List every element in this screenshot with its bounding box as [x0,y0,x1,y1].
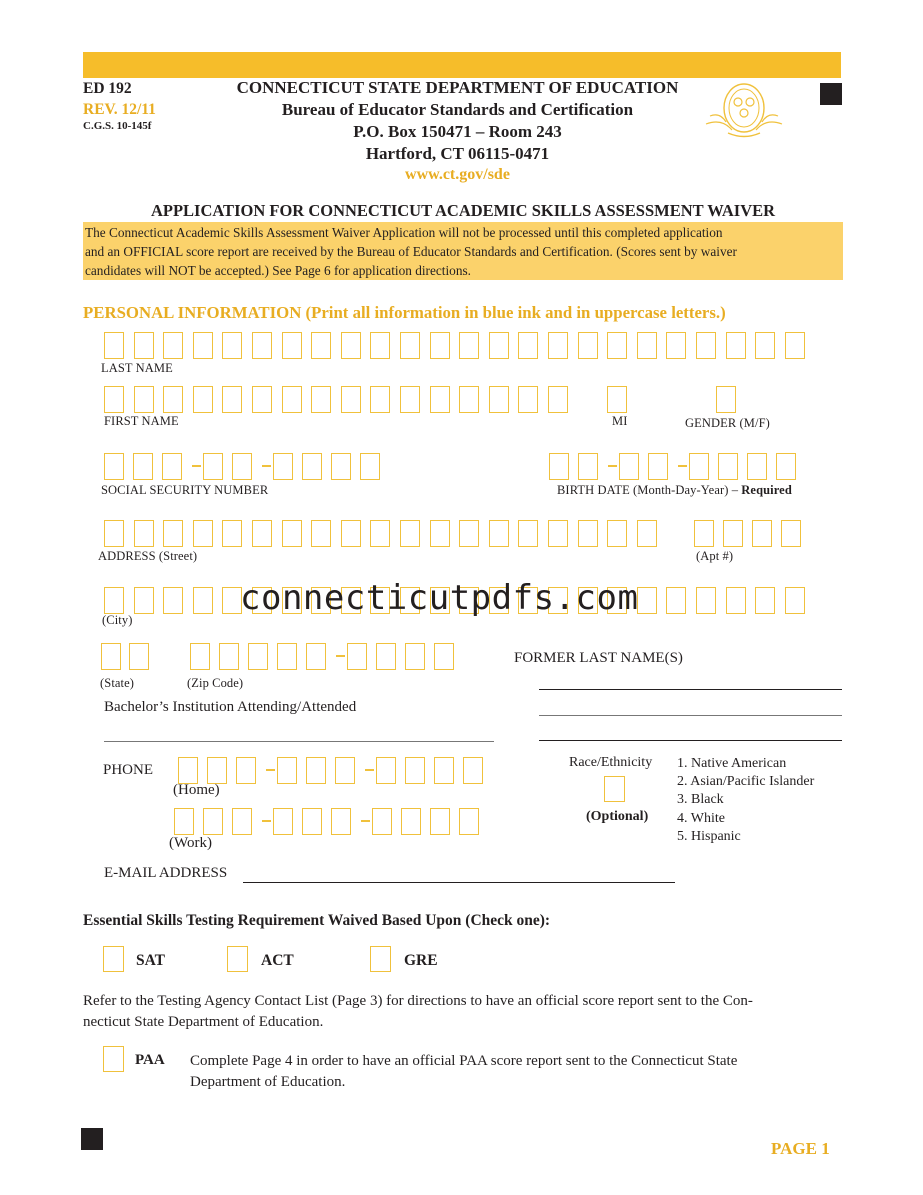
separator-dash [608,465,617,467]
character-box[interactable] [747,453,767,480]
character-box[interactable] [282,332,302,359]
paa-line-1: Complete Page 4 in order to have an official PAA score report sent to the Connecticut State [190,1053,738,1069]
race-ethnicity-label: Race/Ethnicity [569,755,653,770]
character-box[interactable] [134,520,154,547]
header-color-bar [83,52,841,78]
character-box[interactable] [163,386,183,413]
character-box[interactable] [341,520,361,547]
character-box[interactable] [252,520,272,547]
act-checkbox[interactable] [227,946,248,972]
character-box[interactable] [726,587,746,614]
testing-heading: Essential Skills Testing Requirement Waived Based Upon (Check one): [83,912,551,929]
street-address-label: ADDRESS (Street) [98,549,198,563]
character-box[interactable] [101,643,121,670]
watermark-text: connecticutpdfs.com [240,578,639,618]
character-box[interactable] [518,332,538,359]
character-box[interactable] [548,520,568,547]
character-box[interactable] [459,808,479,835]
character-box[interactable] [718,453,738,480]
character-box[interactable] [222,332,242,359]
separator-dash [262,820,271,822]
personal-info-heading: PERSONAL INFORMATION (Print all information in blue ink and in uppercase letters.) [83,303,726,322]
gre-label: GRE [404,952,438,969]
character-box[interactable] [163,587,183,614]
character-box[interactable] [178,757,198,784]
form-title: APPLICATION FOR CONNECTICUT ACADEMIC SKILLS ASSESSMENT WAIVER [150,201,776,220]
character-box[interactable] [341,332,361,359]
character-box[interactable] [400,332,420,359]
separator-dash [678,465,687,467]
character-box[interactable] [666,332,686,359]
character-box[interactable] [193,332,213,359]
middle-initial-label: MI [612,414,628,428]
character-box[interactable] [104,332,124,359]
apartment-label: (Apt #) [696,549,734,563]
character-box[interactable] [666,587,686,614]
character-box[interactable] [232,808,252,835]
character-box[interactable] [277,643,297,670]
character-box[interactable] [360,453,380,480]
work-phone-label: (Work) [169,835,212,851]
character-box[interactable] [459,520,479,547]
former-last-name-line-1[interactable] [539,689,842,690]
character-box[interactable] [548,386,568,413]
birth-date-label [557,483,792,498]
character-box[interactable] [163,520,183,547]
character-box[interactable] [174,808,194,835]
character-box[interactable] [306,757,326,784]
character-box[interactable] [696,332,716,359]
home-phone-label: (Home) [173,782,220,798]
form-code: ED 192 [83,80,132,97]
character-box[interactable] [518,520,538,547]
character-box[interactable] [222,520,242,547]
race-optional-label: (Optional) [586,809,649,824]
character-box[interactable] [134,386,154,413]
gender-label: GENDER (M/F) [685,416,770,430]
character-box[interactable] [236,757,256,784]
page-number: PAGE 1 [771,1139,830,1158]
character-box[interactable] [232,453,252,480]
race-option: 2. Asian/Pacific Islander [677,774,815,790]
race-options-list [677,755,814,846]
character-box[interactable] [163,332,183,359]
character-box[interactable] [273,808,293,835]
character-box[interactable] [306,643,326,670]
paa-checkbox[interactable] [103,1046,124,1072]
character-box[interactable] [370,520,390,547]
character-box[interactable] [341,386,361,413]
character-box[interactable] [689,453,709,480]
notice-line-3: candidates will NOT be accepted.) See Page 6 for application directions. [85,263,471,278]
character-box[interactable] [273,453,293,480]
character-box[interactable] [549,453,569,480]
city-label: (City) [102,613,133,627]
character-box[interactable] [207,757,227,784]
last-name-label: LAST NAME [101,361,173,375]
character-box[interactable] [104,587,124,614]
character-box[interactable] [489,386,509,413]
character-box[interactable] [104,386,124,413]
character-box[interactable] [129,643,149,670]
character-box[interactable] [548,332,568,359]
po-box: P.O. Box 150471 – Room 243 [353,122,562,141]
character-box[interactable] [607,520,627,547]
phone-label: PHONE [103,762,154,778]
department-name: CONNECTICUT STATE DEPARTMENT OF EDUCATION [236,78,679,97]
character-box[interactable] [637,332,657,359]
sat-label: SAT [136,952,166,969]
character-box[interactable] [696,587,716,614]
character-box[interactable] [252,332,272,359]
character-box[interactable] [619,453,639,480]
separator-dash [361,820,370,822]
character-box[interactable] [607,332,627,359]
character-box[interactable] [134,587,154,614]
character-box[interactable] [370,386,390,413]
character-box[interactable] [401,808,421,835]
ssn-label: SOCIAL SECURITY NUMBER [101,483,269,497]
character-box[interactable] [405,643,425,670]
paa-label: PAA [135,1052,165,1068]
race-option: 4. White [677,810,725,826]
character-box[interactable] [282,386,302,413]
character-box[interactable] [785,332,805,359]
character-box[interactable] [755,332,775,359]
character-box[interactable] [405,757,425,784]
character-box[interactable] [302,453,322,480]
character-box[interactable] [190,643,210,670]
sat-checkbox[interactable] [103,946,124,972]
separator-dash [266,769,275,771]
separator-dash [365,769,374,771]
character-box[interactable] [400,520,420,547]
act-label: ACT [261,952,294,969]
zip-code-label: (Zip Code) [187,676,244,690]
character-box[interactable] [370,332,390,359]
former-last-name-line-3[interactable] [539,740,842,741]
character-box[interactable] [430,520,450,547]
character-box[interactable] [311,332,331,359]
character-box[interactable] [193,520,213,547]
character-box[interactable] [430,808,450,835]
bureau-name: Bureau of Educator Standards and Certification [281,100,634,119]
character-box[interactable] [331,808,351,835]
character-box[interactable] [755,587,775,614]
character-box[interactable] [376,757,396,784]
character-box[interactable] [434,643,454,670]
race-ethnicity-input[interactable] [604,776,625,802]
character-box[interactable] [104,520,124,547]
character-box[interactable] [776,453,796,480]
registration-mark-bottom [81,1128,103,1150]
birth-date-label-text: BIRTH DATE (Month-Day-Year) – [557,483,742,497]
character-box[interactable] [752,520,772,547]
website-link[interactable]: www.ct.gov/sde [405,166,510,183]
character-box[interactable] [637,520,657,547]
email-label: E-MAIL ADDRESS [104,865,228,881]
character-box[interactable] [133,453,153,480]
state-seal-icon [702,78,786,140]
character-box[interactable] [463,757,483,784]
statute-reference: C.G.S. 10-145f [83,120,152,132]
birth-date-required: Required [741,483,792,497]
former-last-name-line-2[interactable] [539,715,842,716]
character-box[interactable] [203,453,223,480]
character-box[interactable] [489,520,509,547]
character-box[interactable] [311,386,331,413]
character-box[interactable] [434,757,454,784]
character-box[interactable] [222,386,242,413]
separator-dash [262,465,271,467]
city-line: Hartford, CT 06115-0471 [365,144,550,163]
paa-instructions [190,1051,737,1093]
state-label: (State) [100,676,135,690]
character-box[interactable] [193,587,213,614]
race-option: 5. Hispanic [677,828,741,844]
refer-line-1: Refer to the Testing Agency Contact List (Page 3) for directions to have an official score report sent to the Con- [83,993,753,1009]
character-box[interactable] [400,386,420,413]
character-box[interactable] [648,453,668,480]
character-box[interactable] [311,520,331,547]
character-box[interactable] [578,453,598,480]
character-box[interactable] [203,808,223,835]
registration-mark-top [820,83,842,105]
email-input-line[interactable] [243,882,675,883]
character-box[interactable] [637,587,657,614]
notice-line-1: The Connecticut Academic Skills Assessment Waiver Application will not be processed until this completed application [85,225,723,240]
processing-notice [83,222,843,280]
character-box[interactable] [781,520,801,547]
character-box[interactable] [518,386,538,413]
bachelors-institution-label: Bachelor’s Institution Attending/Attended [104,699,357,715]
character-box[interactable] [489,332,509,359]
character-box[interactable] [578,332,598,359]
gender-input[interactable] [716,386,736,413]
gre-checkbox[interactable] [370,946,391,972]
form-revision: REV. 12/11 [83,101,156,118]
character-box[interactable] [219,643,239,670]
former-last-names-label: FORMER LAST NAME(S) [514,650,683,666]
character-box[interactable] [282,520,302,547]
character-box[interactable] [723,520,743,547]
race-option: 3. Black [677,792,724,808]
refer-instructions [83,991,843,1033]
first-name-label: FIRST NAME [104,414,179,428]
character-box[interactable] [376,643,396,670]
character-box[interactable] [430,386,450,413]
separator-dash [192,465,201,467]
character-box[interactable] [302,808,322,835]
character-box[interactable] [331,453,351,480]
character-box[interactable] [162,453,182,480]
separator-dash [336,655,345,657]
character-box[interactable] [430,332,450,359]
character-box[interactable] [335,757,355,784]
character-box[interactable] [193,386,213,413]
character-box[interactable] [578,520,598,547]
character-box[interactable] [372,808,392,835]
character-box[interactable] [248,643,268,670]
character-box[interactable] [726,332,746,359]
character-box[interactable] [134,332,154,359]
character-box[interactable] [459,386,479,413]
notice-line-2: and an OFFICIAL score report are received by the Bureau of Educator Standards and Certification. (Scores sent by waiver [85,244,737,259]
character-box[interactable] [347,643,367,670]
character-box[interactable] [104,453,124,480]
character-box[interactable] [459,332,479,359]
middle-initial-input[interactable] [607,386,627,413]
character-box[interactable] [277,757,297,784]
bachelors-institution-line[interactable] [104,741,494,742]
character-box[interactable] [252,386,272,413]
character-box[interactable] [785,587,805,614]
paa-line-2: Department of Education. [190,1074,346,1090]
race-option: 1. Native American [677,756,787,771]
refer-line-2: necticut State Department of Education. [83,1014,324,1030]
character-box[interactable] [694,520,714,547]
